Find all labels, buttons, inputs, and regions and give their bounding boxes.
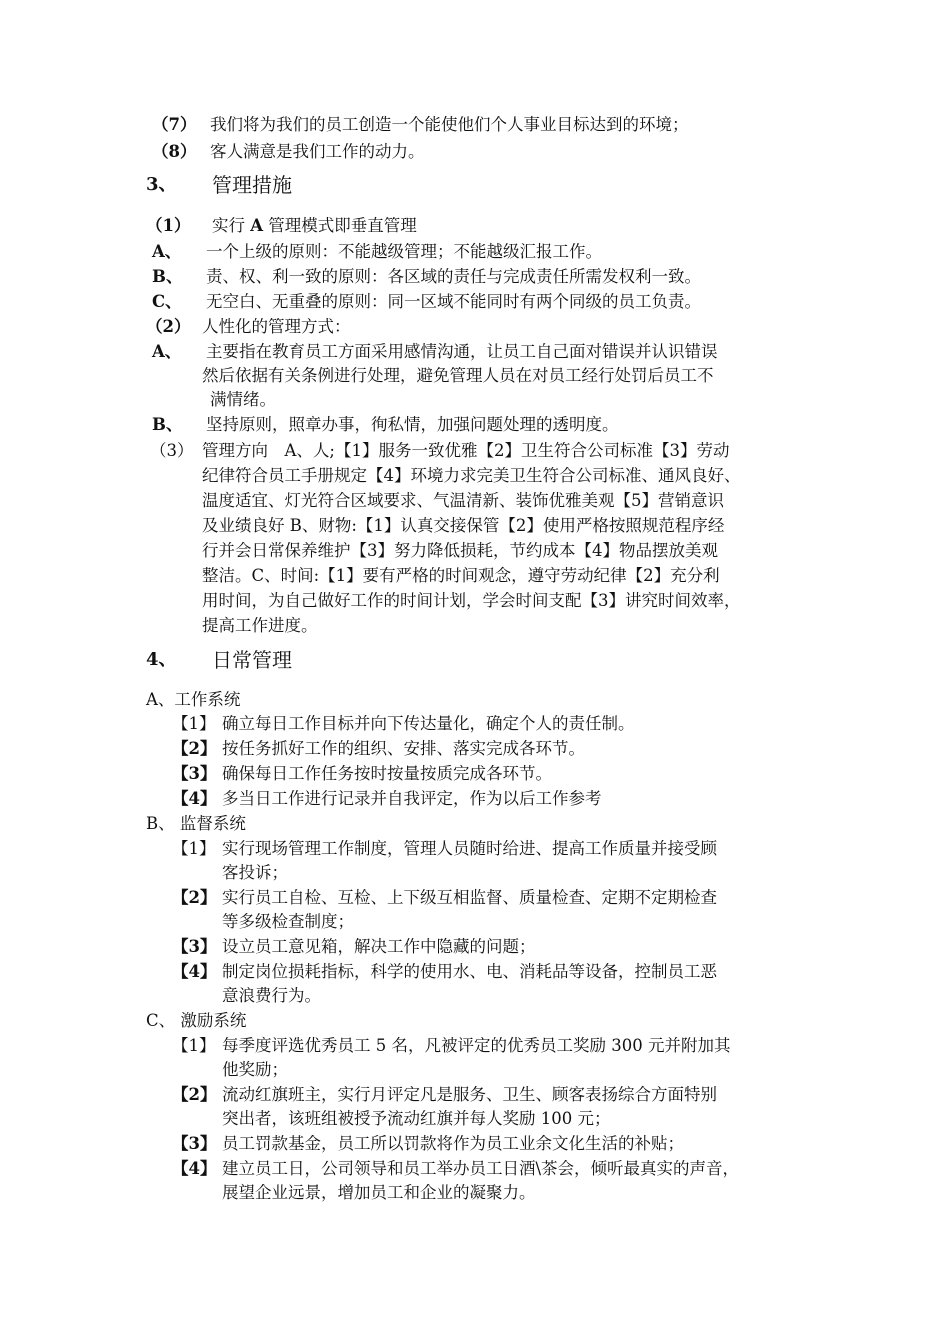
- group-label: A、工作系统: [146, 690, 241, 709]
- item-text-line: 用时间，为自己做好工作的时间计划，学会时间支配【3】讲究时间效率，: [202, 591, 741, 610]
- item-number: 【1】: [172, 714, 216, 733]
- item-text-line: 管理方向 A、人;【1】服务一致优雅【2】卫生符合公司标准【3】劳动: [202, 441, 730, 460]
- item-number: （1）: [146, 216, 191, 235]
- item-text: 人性化的管理方式：: [202, 317, 351, 336]
- item-number: 【1】: [172, 1036, 216, 1055]
- item-text-line: 实行员工自检、互检、上下级互相监督、质量检查、定期不定期检查: [222, 888, 717, 907]
- item-text-line: 员工罚款基金，员工所以罚款将作为员工业余文化生活的补贴；: [222, 1134, 684, 1153]
- item-text-line: 确立每日工作目标并向下传达量化，确定个人的责任制。: [222, 714, 635, 733]
- item-text-line: 及业绩良好 B、财物:【1】认真交接保管【2】使用严格按照规范程序经: [202, 516, 725, 535]
- item-text-line: 行并会日常保养维护【3】努力降低损耗，节约成本【4】物品摆放美观: [202, 541, 718, 560]
- item-number: A、: [152, 242, 182, 261]
- group-label: B、 监督系统: [146, 814, 246, 833]
- item-text-line: 满情绪。: [210, 390, 276, 409]
- item-text-line: 坚持原则，照章办事，徇私情，加强问题处理的透明度。: [206, 415, 619, 434]
- item-text-line: 主要指在教育员工方面采用感情沟通，让员工自己面对错误并认识错误: [206, 342, 718, 361]
- item-text-line: 多当日工作进行记录并自我评定，作为以后工作参考: [222, 789, 602, 808]
- item-number: （2）: [146, 317, 191, 336]
- item-text: 责、权、利一致的原则：各区域的责任与完成责任所需发权利一致。: [206, 267, 701, 286]
- item-text-line: 流动红旗班主，实行月评定凡是服务、卫生、顾客表扬综合方面特别: [222, 1085, 717, 1104]
- item-number: 【2】: [172, 888, 217, 907]
- item-text-line: 建立员工日，公司领导和员工举办员工日酒\茶会，倾听最真实的声音，: [222, 1159, 740, 1178]
- item-text: 我们将为我们的员工创造一个能使他们个人事业目标达到的环境；: [210, 115, 689, 134]
- item-number: 【3】: [172, 764, 217, 783]
- section-number: 4、: [146, 649, 177, 670]
- item-text-line: 实行现场管理工作制度，管理人员随时给进、提高工作质量并接受顾: [222, 839, 717, 858]
- item-text: 客人满意是我们工作的动力。: [210, 142, 425, 161]
- item-number: 【3】: [172, 1134, 217, 1153]
- item-text-line: 意浪费行为。: [222, 986, 321, 1005]
- item-number: 【4】: [172, 962, 217, 981]
- item-text-line: 确保每日工作任务按时按量按质完成各环节。: [222, 764, 552, 783]
- item-text-line: 客投诉；: [222, 863, 288, 882]
- item-text-line: 整洁。C、时间:【1】要有严格的时间观念，遵守劳动纪律【2】充分利: [202, 566, 720, 585]
- group-label: C、 激励系统: [146, 1011, 247, 1030]
- item-text-line: 突出者，该班组被授予流动红旗并每人奖励 100 元；: [222, 1109, 611, 1128]
- item-text-line: 提高工作进度。: [202, 616, 318, 635]
- item-number: A、: [152, 342, 182, 361]
- item-text-line: 展望企业远景，增加员工和企业的凝聚力。: [222, 1183, 536, 1202]
- item-text: 实行 A 管理模式即垂直管理: [212, 216, 417, 235]
- section-title: 日常管理: [212, 648, 292, 672]
- item-text-line: 制定岗位损耗指标，科学的使用水、电、消耗品等设备，控制员工恶: [222, 962, 717, 981]
- section-title: 管理措施: [212, 173, 292, 197]
- item-number: B、: [152, 415, 183, 434]
- item-number: 【2】: [172, 1085, 217, 1104]
- item-number: （3）: [150, 441, 194, 460]
- item-number: B、: [152, 267, 183, 286]
- item-number: （8）: [152, 142, 197, 161]
- item-number: （7）: [152, 115, 197, 134]
- item-text-line: 纪律符合员工手册规定【4】环境力求完美卫生符合公司标准、通风良好、: [202, 466, 741, 485]
- item-text: 一个上级的原则：不能越级管理；不能越级汇报工作。: [206, 242, 602, 261]
- item-text-line: 然后依据有关条例进行处理，避免管理人员在对员工经行处罚后员工不: [202, 366, 714, 385]
- item-text-line: 按任务抓好工作的组织、安排、落实完成各环节。: [222, 739, 585, 758]
- item-number: 【1】: [172, 839, 216, 858]
- item-text-line: 每季度评选优秀员工 5 名，凡被评定的优秀员工奖励 300 元并附加其: [222, 1036, 731, 1055]
- item-text-line: 他奖励；: [222, 1060, 288, 1079]
- item-text-line: 设立员工意见箱，解决工作中隐藏的问题；: [222, 937, 536, 956]
- section-number: 3、: [146, 174, 177, 195]
- item-text: 无空白、无重叠的原则：同一区域不能同时有两个同级的员工负责。: [206, 292, 701, 311]
- item-number: 【4】: [172, 789, 217, 808]
- item-number: C、: [152, 292, 182, 311]
- item-text-line: 等多级检查制度；: [222, 912, 354, 931]
- item-number: 【4】: [172, 1159, 217, 1178]
- item-text-line: 温度适宜、灯光符合区域要求、气温清新、装饰优雅美观【5】营销意识: [202, 491, 724, 510]
- item-number: 【2】: [172, 739, 217, 758]
- item-number: 【3】: [172, 937, 217, 956]
